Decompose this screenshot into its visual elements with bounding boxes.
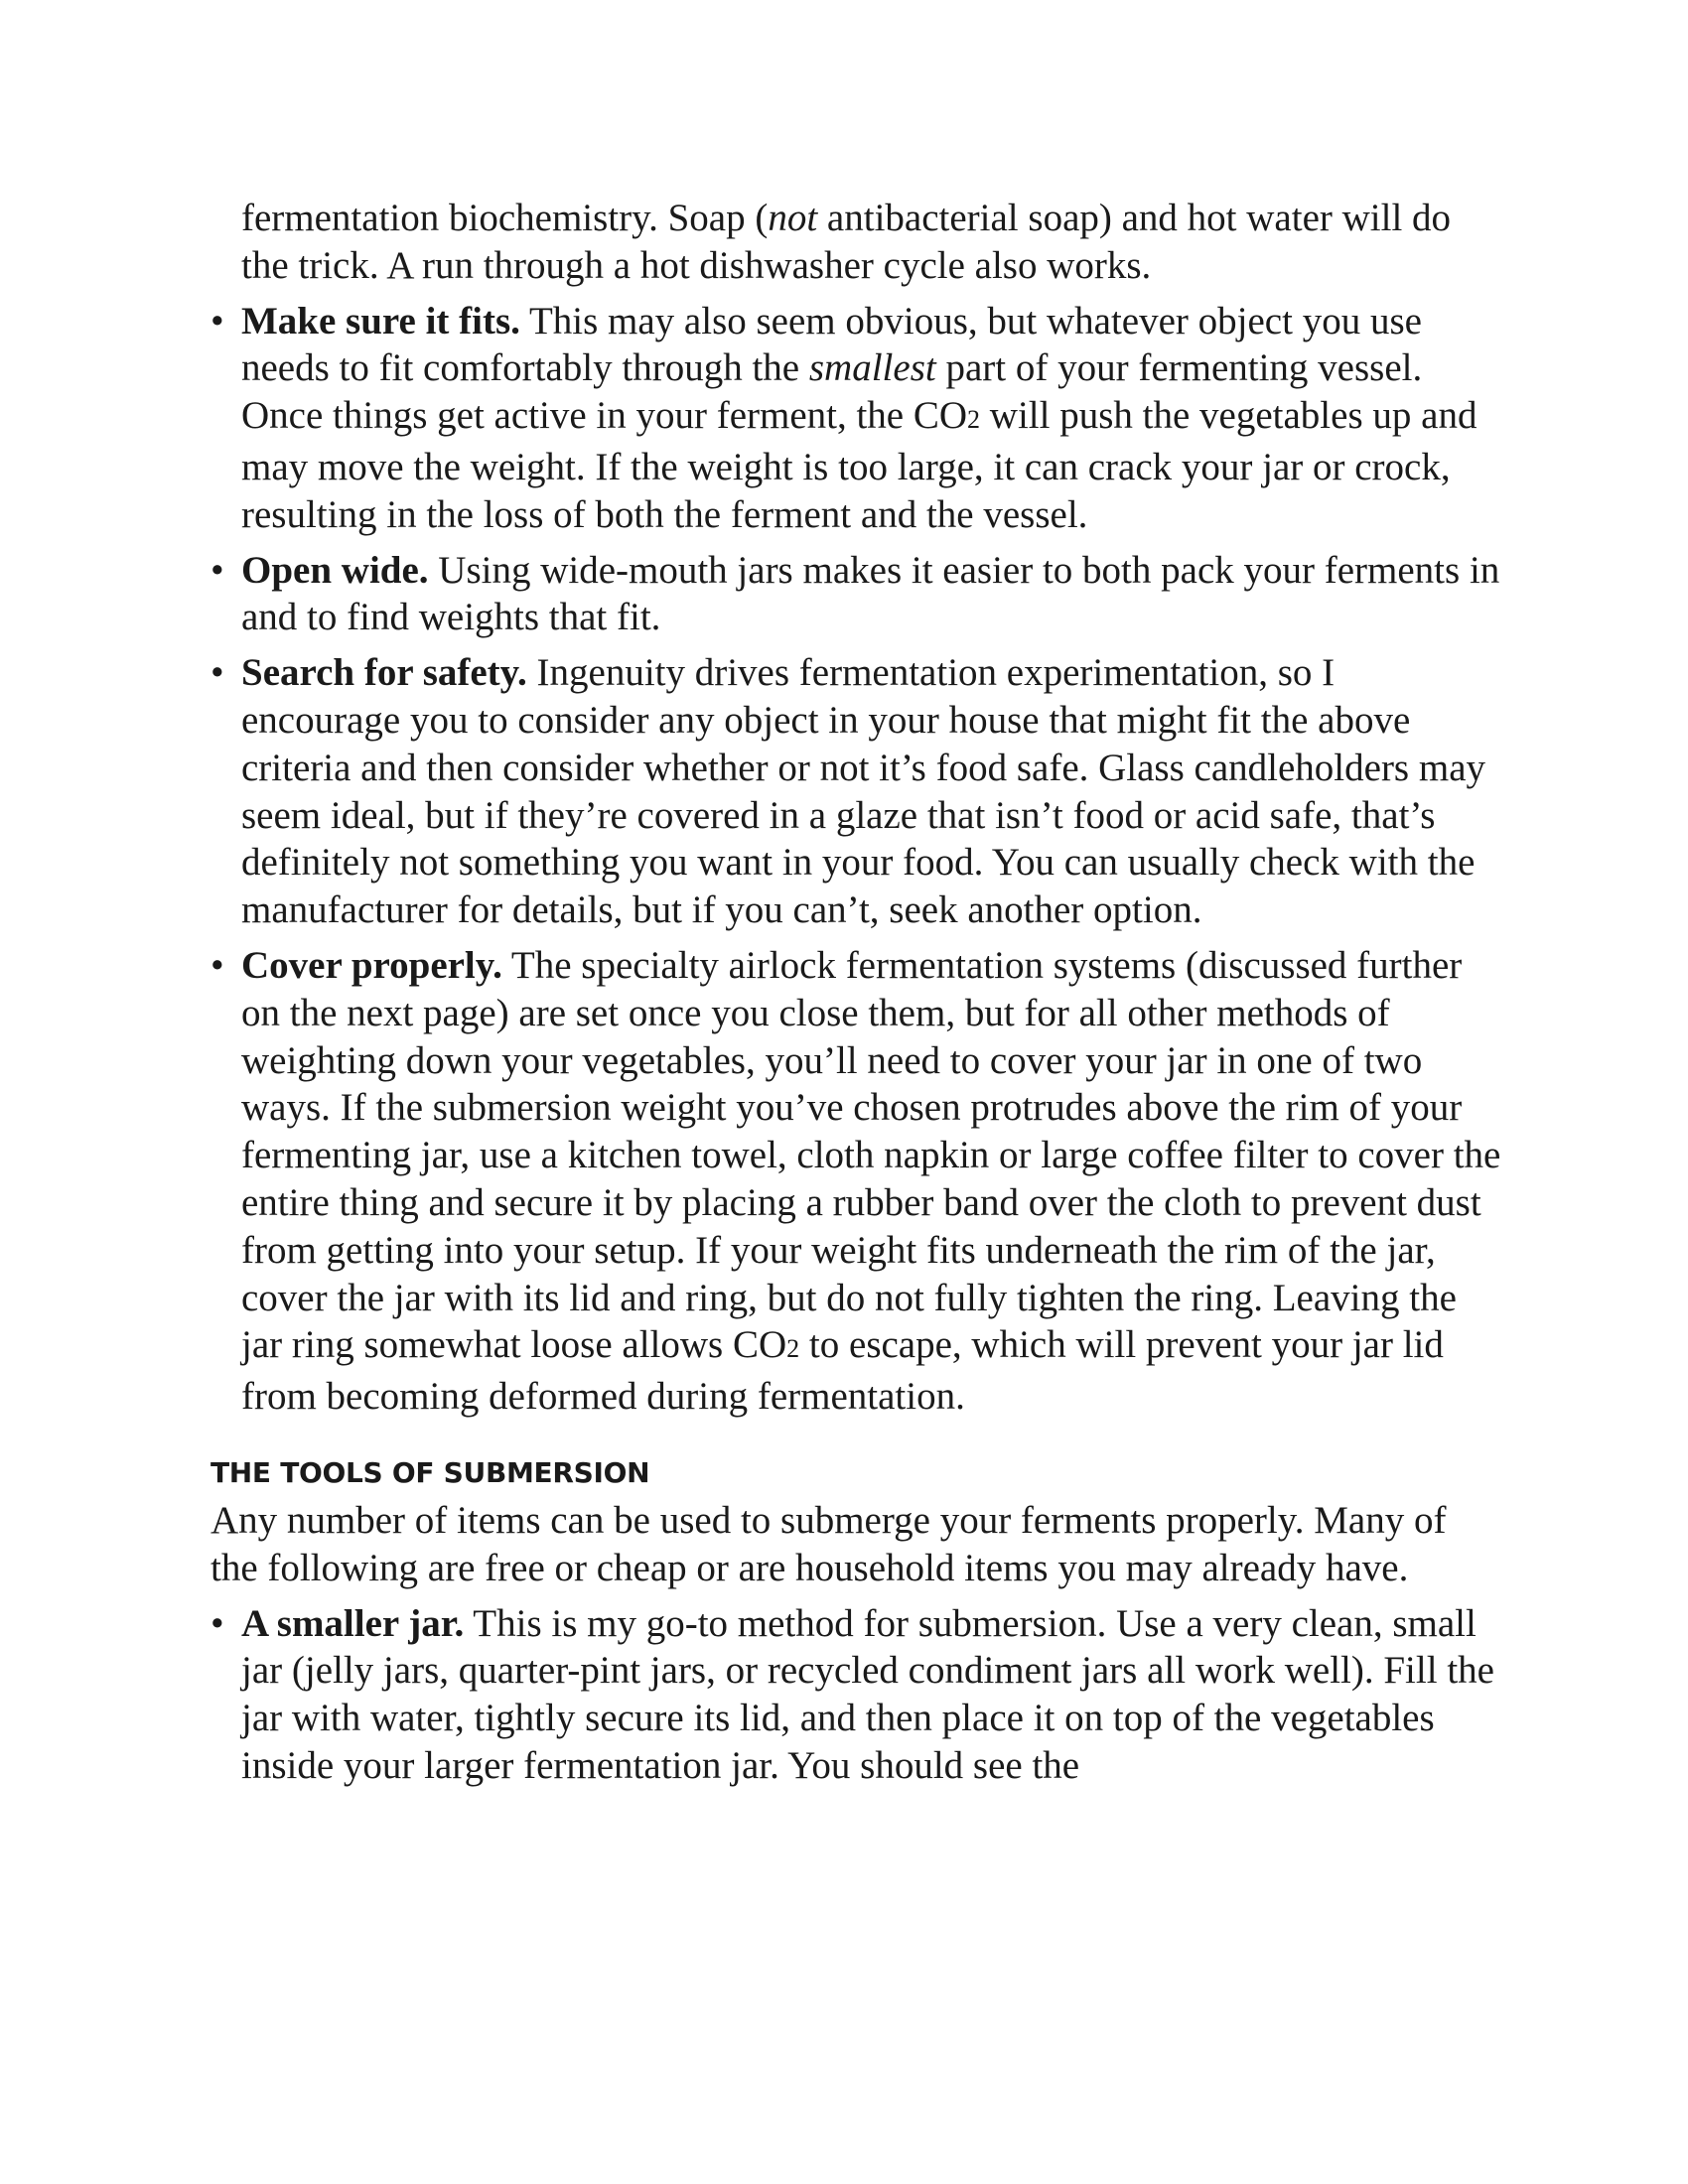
list-item-make-sure-it-fits — [211, 298, 1501, 539]
text-span: The specialty airlock fermentation systems (discussed further on the next page) are set once you close them, but for all other methods of weighting down your vegetables, you’ll need to cover your jar in one of two ways. If the submersion weight you’ve chosen protrudes above the rim of your fermenting jar, use a kitchen towel, cloth napkin or large coffee filter to cover the entire thing and secure it by placing a rubber band over the cloth to prevent dust from getting into your setup. If your weight fits underneath the rim of the jar, cover the jar with its lid and ring, but do not fully tighten the ring. Leaving the jar ring somewhat loose allows CO — [241, 943, 1501, 1367]
subscript-two: 2 — [967, 405, 981, 435]
bullet-glyph: • — [211, 299, 224, 342]
list-item-open-wide — [211, 547, 1501, 642]
text-span: to escape, which will prevent your jar lid from becoming deformed during fermentation. — [241, 1323, 1444, 1419]
bullet-glyph: • — [211, 548, 224, 592]
text-span: part of your fermenting vessel. Once things get active in your ferment, the CO — [241, 346, 1423, 438]
list-item-title: Search for safety. — [241, 651, 527, 695]
text-span: Ingenuity drives fermentation experimentation, so I encourage you to consider any object in your house that might fit the above criteria and then consider whether or not it’s food safe. Glass candleholders may seem ideal, but if they’re covered in a glaze that isn’t food or acid safe, that’s definitely not something you want in your food. You can usually check with the manufacturer for details, but if you can’t, seek another option. — [241, 651, 1486, 932]
subscript-two: 2 — [786, 1334, 800, 1364]
text-span: will push the vegetables up and may move the weight. If the weight is too large, it can crack your jar or crock, resulting in the loss of both the ferment and the vessel. — [241, 394, 1477, 536]
list-item-search-for-safety — [211, 649, 1501, 934]
text-span: Using wide-mouth jars makes it easier to both pack your ferments in and to find weights that fit. — [241, 548, 1500, 639]
list-item-title: A smaller jar. — [241, 1601, 465, 1645]
list-item-a-smaller-jar — [211, 1600, 1501, 1790]
text-span: This is my go-to method for submersion. Use a very clean, small jar (jelly jars, quarter-pint jars, or recycled condiment jars all work well). Fill the jar with water, tightly secure its lid, and then place it on top of the vegetables inside your larger fermentation jar. You should see the — [241, 1601, 1494, 1787]
text-span: antibacterial soap) and hot water will do the trick. A run through a hot dishwasher cycle also works. — [241, 197, 1452, 287]
section-intro: Any number of items can be used to submerge your ferments properly. Many of the following are free or cheap or are household items you may already have. — [211, 1498, 1447, 1589]
list-item-title: Cover properly. — [241, 943, 502, 987]
text-span: fermentation biochemistry. Soap ( — [241, 197, 769, 239]
list-item-title: Open wide. — [241, 548, 429, 592]
section-heading: THE TOOLS OF SUBMERSION — [211, 1455, 650, 1489]
continuation-paragraph — [211, 195, 1501, 290]
emphasis-smallest: smallest — [808, 346, 936, 390]
emphasis-not: not — [768, 197, 818, 239]
text-span: This may also seem obvious, but whatever object you use needs to fit comfortably through the — [241, 299, 1422, 390]
bullet-glyph: • — [211, 943, 224, 987]
bullet-glyph: • — [211, 1601, 224, 1645]
list-item-cover-properly — [211, 942, 1501, 1421]
list-item-title: Make sure it fits. — [241, 299, 520, 342]
bullet-glyph: • — [211, 651, 224, 695]
page-body — [211, 195, 1501, 1790]
